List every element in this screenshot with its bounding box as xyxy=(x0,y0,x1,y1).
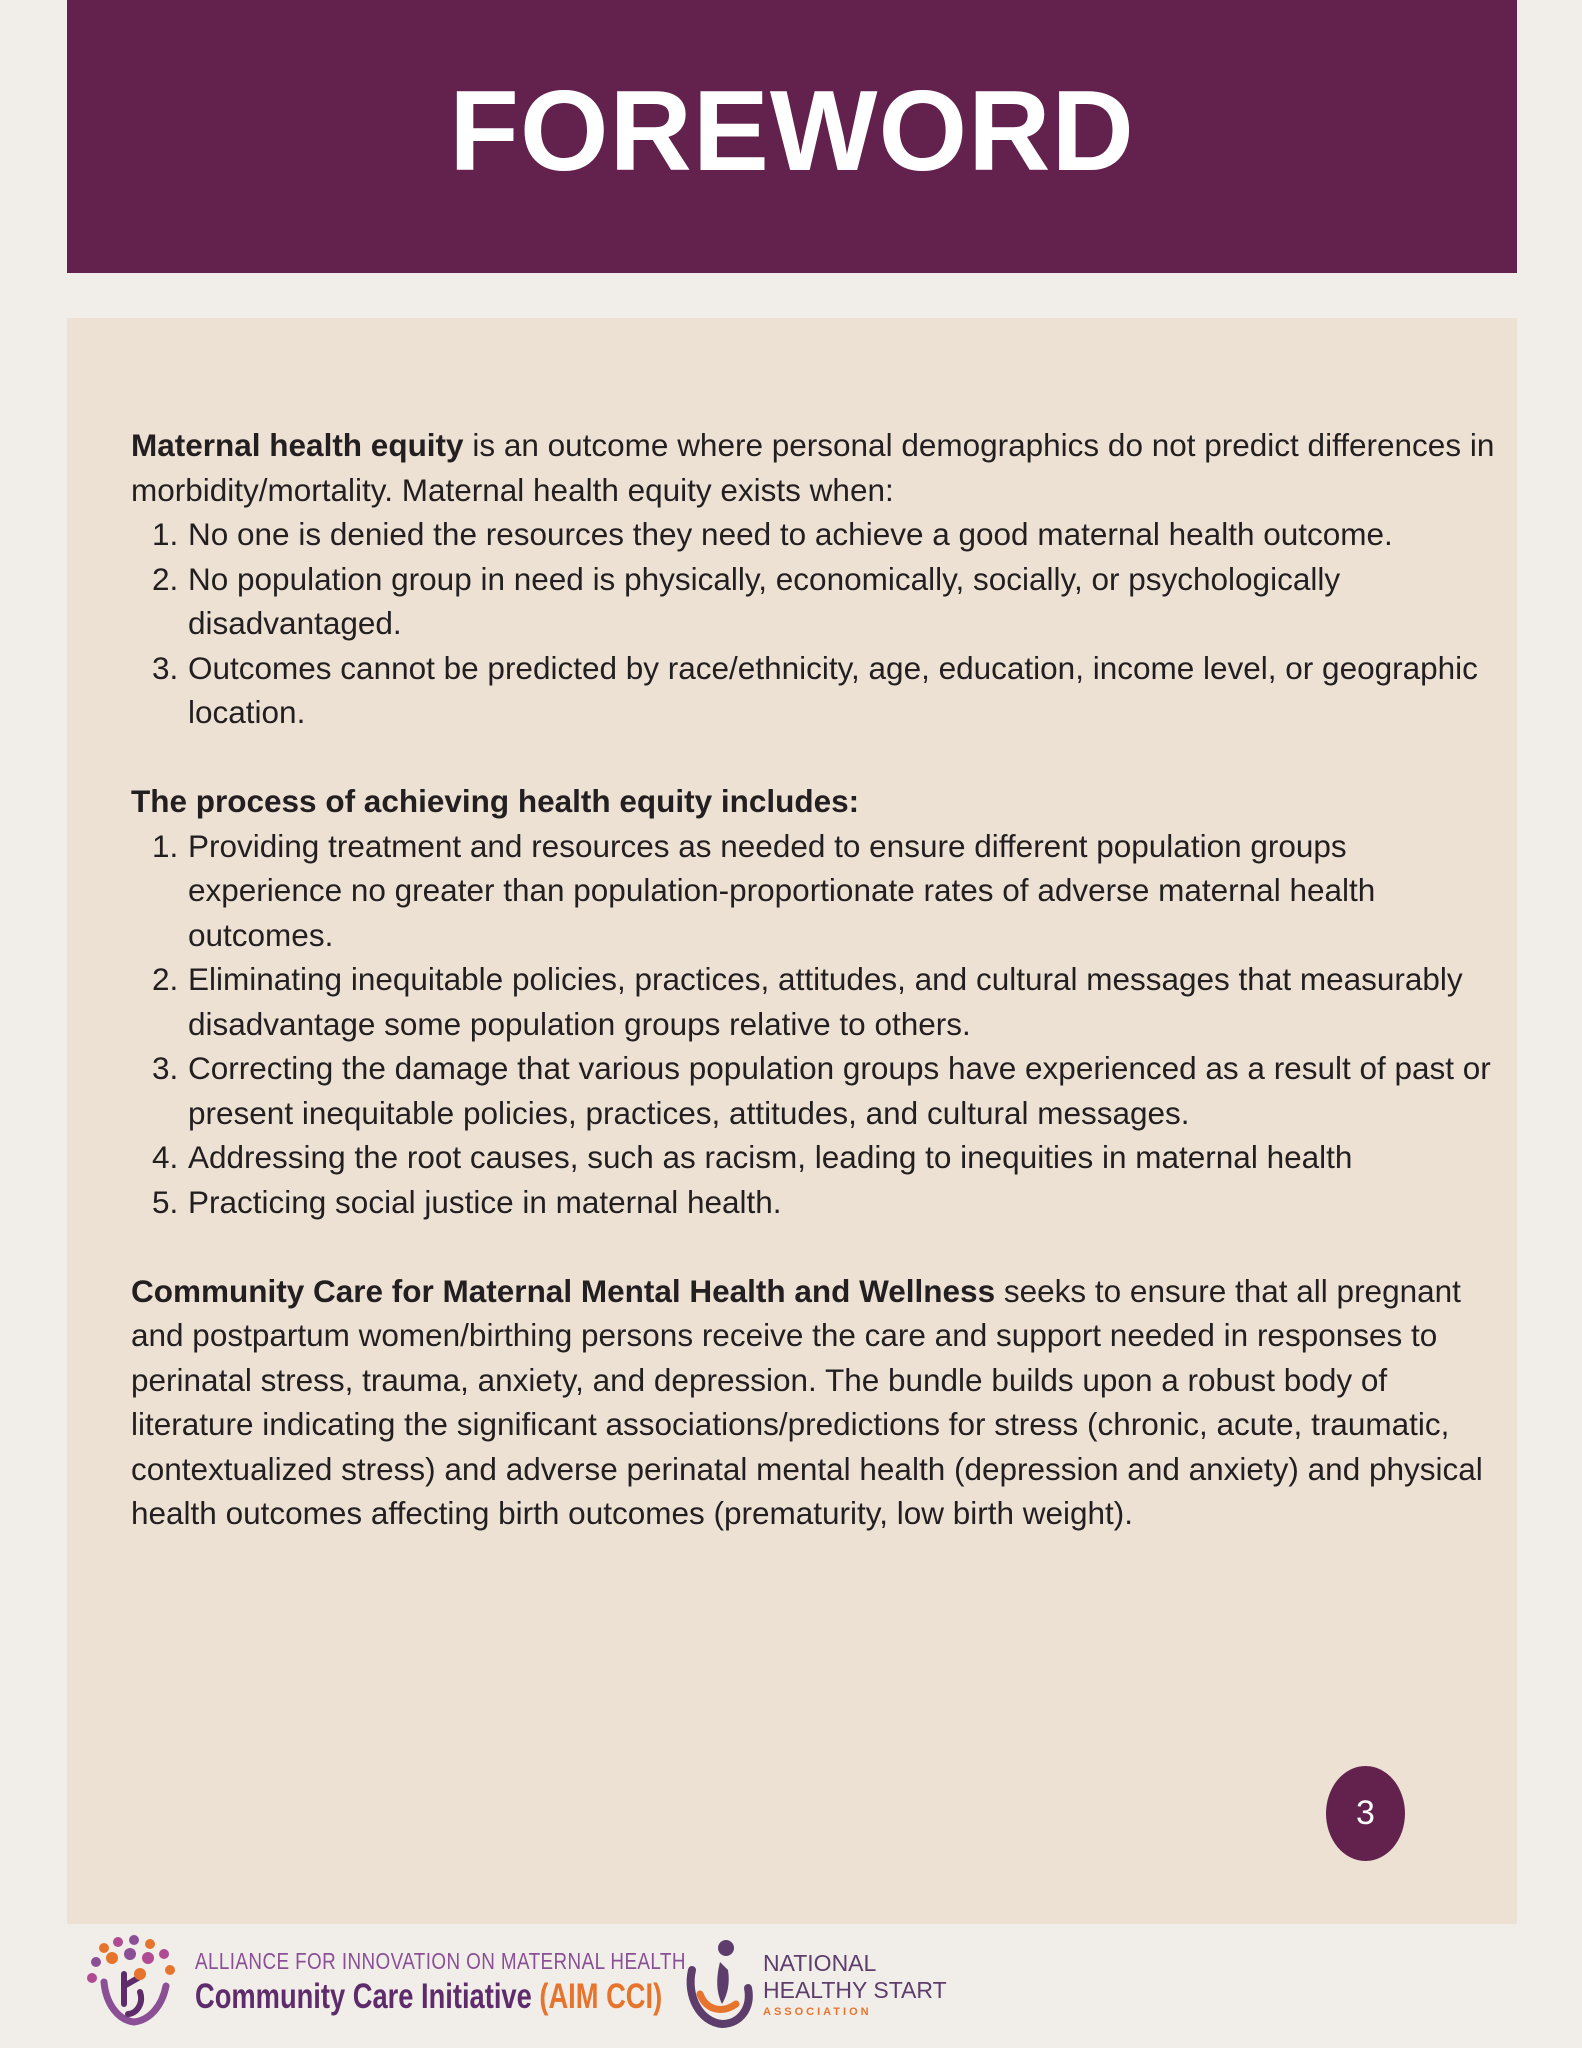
list-item xyxy=(131,824,1506,958)
page-title: FOREWORD xyxy=(449,68,1135,195)
community-care-description: seeks to ensure that all pregnant and postpartum women/birthing persons receive the care and support needed in responses to perinatal stress, trauma, anxiety, and depression. The bundle builds upon a robust body of literature indicating the significant associations/predictions for stress (chronic, acute, traumatic, contextualized stress) and adverse perinatal mental health (depression and anxiety) and physical health outcomes affecting birth outcomes (prematurity, low birth weight). xyxy=(131,1272,1483,1531)
aim-cci-logo-icon xyxy=(84,1934,180,2030)
equity-term: Maternal health equity xyxy=(131,427,464,463)
list-item-text: Addressing the root causes, such as racism, leading to inequities in maternal health xyxy=(188,1139,1353,1175)
list-number: 3. xyxy=(152,1050,179,1086)
list-item xyxy=(131,957,1506,1046)
list-item-text: No population group in need is physically, economically, socially, or psychologically disadvantaged. xyxy=(188,560,1341,641)
list-item xyxy=(131,1135,1506,1180)
process-heading: The process of achieving health equity includes: xyxy=(131,783,860,819)
community-care-paragraph xyxy=(131,1269,1506,1536)
content-panel xyxy=(67,318,1517,1924)
aim-abbr: (AIM CCI) xyxy=(539,1977,663,2016)
aim-line1: ALLIANCE FOR INNOVATION ON MATERNAL HEALTH xyxy=(195,1948,686,1974)
process-list xyxy=(131,824,1506,1225)
list-number: 3. xyxy=(152,649,179,686)
nhsa-line1: NATIONAL xyxy=(763,1950,877,1976)
list-number: 4. xyxy=(152,1139,179,1175)
list-item xyxy=(131,1180,1506,1225)
list-item-text: Correcting the damage that various population groups have experienced as a result of past or present inequitable policies, practices, attitudes, and cultural messages. xyxy=(188,1050,1491,1131)
nhsa-line3: ASSOCIATION xyxy=(763,2006,872,2018)
nhsa-logo-icon xyxy=(682,1934,756,2032)
page-header xyxy=(67,0,1517,273)
list-number: 5. xyxy=(152,1183,179,1220)
list-item-text: No one is denied the resources they need to achieve a good maternal health outcome. xyxy=(188,516,1393,552)
list-item-text: Practicing social justice in maternal health. xyxy=(188,1183,782,1220)
list-item xyxy=(131,646,1506,735)
list-item-text: Providing treatment and resources as needed to ensure different population groups experience no greater than population-proportionate rates of adverse maternal health outcomes. xyxy=(188,827,1376,953)
aim-name: Community Care Initiative xyxy=(195,1977,532,2016)
nhsa-wordmark xyxy=(763,1950,947,2018)
equity-conditions-list xyxy=(131,512,1506,735)
list-number: 2. xyxy=(152,560,179,597)
list-item xyxy=(131,557,1506,646)
aim-line2 xyxy=(195,1977,662,2017)
equity-description: is an outcome where personal demographics do not predict differences in morbidity/mortality. Maternal health equity exists when: xyxy=(131,427,1495,508)
equity-definition xyxy=(131,423,1506,512)
list-item xyxy=(131,1046,1506,1135)
list-item-text: Outcomes cannot be predicted by race/ethnicity, age, education, income level, or geographic location. xyxy=(188,649,1478,730)
page-number-badge: 3 xyxy=(1326,1766,1405,1861)
list-number: 1. xyxy=(152,516,179,552)
list-number: 1. xyxy=(152,827,179,864)
list-number: 2. xyxy=(152,961,179,997)
foreword-text xyxy=(131,423,1506,1536)
list-item xyxy=(131,512,1506,557)
nhsa-line2: HEALTHY START xyxy=(763,1977,947,2003)
community-care-title: Community Care for Maternal Mental Health and Wellness xyxy=(131,1272,996,1309)
list-item-text: Eliminating inequitable policies, practices, attitudes, and cultural messages that measurably disadvantage some population groups relative to others. xyxy=(188,961,1463,1042)
